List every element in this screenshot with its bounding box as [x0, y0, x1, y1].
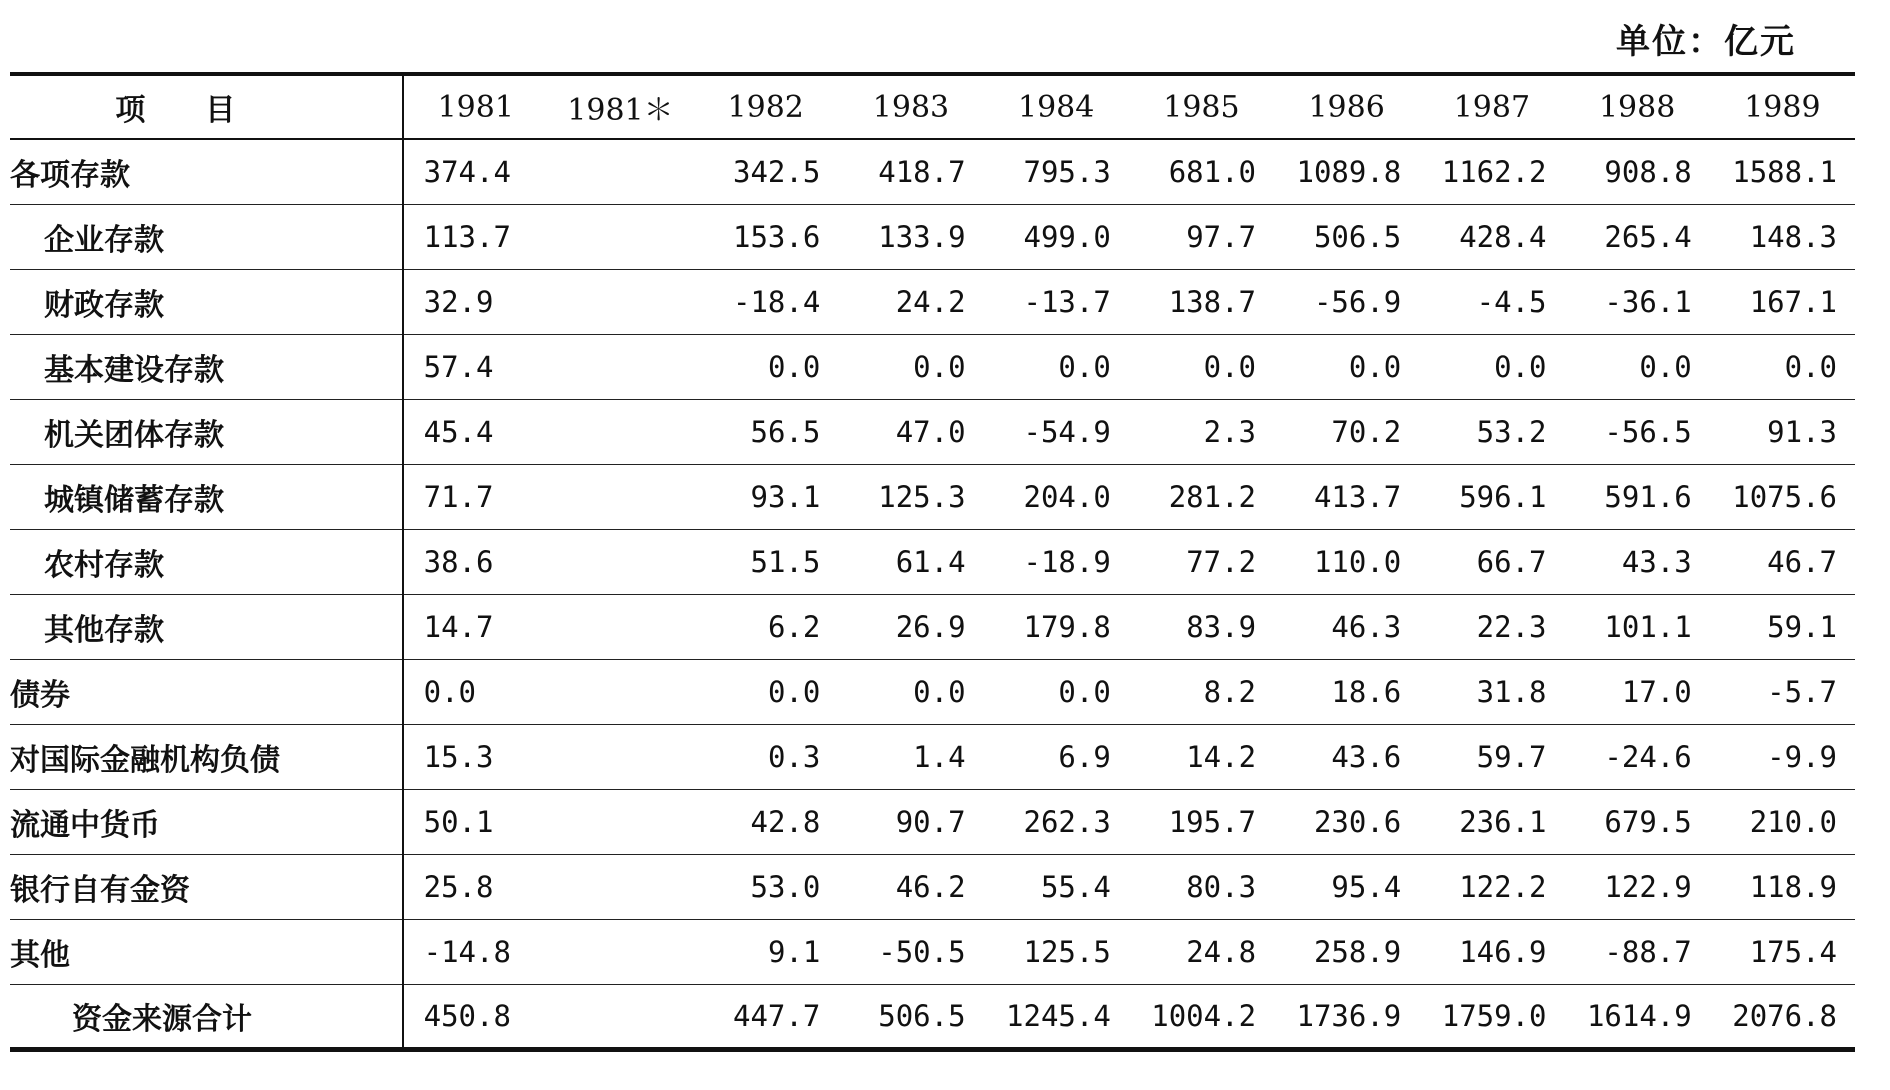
- table-row: [10, 724, 1855, 789]
- table-cell: 591.6: [1565, 464, 1710, 529]
- table-cell: 47.0: [838, 399, 983, 464]
- row-label: 农村存款: [10, 529, 403, 594]
- table-cell: 80.3: [1129, 854, 1274, 919]
- table-cell: 418.7: [838, 139, 983, 204]
- table-cell: 506.5: [1274, 204, 1419, 269]
- table-row: [10, 789, 1855, 854]
- header-year: 1982: [693, 74, 838, 139]
- table-cell: -36.1: [1565, 269, 1710, 334]
- table-cell: -56.5: [1565, 399, 1710, 464]
- table-cell: 8.2: [1129, 659, 1274, 724]
- table-cell: 0.0: [838, 334, 983, 399]
- table-cell: 2.3: [1129, 399, 1274, 464]
- row-label: 对国际金融机构负债: [10, 724, 403, 789]
- row-label: 债券: [10, 659, 403, 724]
- table-cell: 53.0: [693, 854, 838, 919]
- table-cell: 167.1: [1710, 269, 1855, 334]
- table-cell: 374.4: [403, 139, 548, 204]
- header-year: 1989: [1710, 74, 1855, 139]
- table-cell: 0.0: [984, 334, 1129, 399]
- table-cell: 0.0: [403, 659, 548, 724]
- unit-label: 单位：亿元: [1616, 22, 1796, 62]
- table-cell: 596.1: [1419, 464, 1564, 529]
- table-cell: [548, 139, 693, 204]
- header-year: 1981＊: [548, 74, 693, 139]
- table-cell: 195.7: [1129, 789, 1274, 854]
- table-cell: -54.9: [984, 399, 1129, 464]
- table-row: [10, 269, 1855, 334]
- table-cell: 1075.6: [1710, 464, 1855, 529]
- table-cell: 1.4: [838, 724, 983, 789]
- table-cell: -24.6: [1565, 724, 1710, 789]
- table-cell: 66.7: [1419, 529, 1564, 594]
- table-cell: 9.1: [693, 919, 838, 984]
- table-row: [10, 984, 1855, 1049]
- table-cell: 43.6: [1274, 724, 1419, 789]
- table-cell: -4.5: [1419, 269, 1564, 334]
- header-year: 1988: [1565, 74, 1710, 139]
- table-cell: 6.9: [984, 724, 1129, 789]
- table-cell: 179.8: [984, 594, 1129, 659]
- header-year: 1985: [1129, 74, 1274, 139]
- table-cell: 101.1: [1565, 594, 1710, 659]
- table-cell: 59.1: [1710, 594, 1855, 659]
- row-label: 资金来源合计: [10, 984, 403, 1049]
- table-cell: 18.6: [1274, 659, 1419, 724]
- table-cell: 447.7: [693, 984, 838, 1049]
- table-cell: 32.9: [403, 269, 548, 334]
- table-cell: 0.3: [693, 724, 838, 789]
- table-row: [10, 919, 1855, 984]
- table-cell: 908.8: [1565, 139, 1710, 204]
- table-cell: [548, 854, 693, 919]
- table-cell: 95.4: [1274, 854, 1419, 919]
- table-cell: 25.8: [403, 854, 548, 919]
- table-cell: 262.3: [984, 789, 1129, 854]
- table-cell: 97.7: [1129, 204, 1274, 269]
- table-cell: -56.9: [1274, 269, 1419, 334]
- table-cell: 43.3: [1565, 529, 1710, 594]
- row-label: 各项存款: [10, 139, 403, 204]
- table-cell: [548, 334, 693, 399]
- table-cell: 0.0: [838, 659, 983, 724]
- table-cell: 0.0: [1710, 334, 1855, 399]
- table-cell: 1004.2: [1129, 984, 1274, 1049]
- table-cell: 125.5: [984, 919, 1129, 984]
- table-cell: 125.3: [838, 464, 983, 529]
- table-cell: 59.7: [1419, 724, 1564, 789]
- table-cell: [548, 399, 693, 464]
- table-cell: 113.7: [403, 204, 548, 269]
- funds-source-table: [10, 72, 1855, 1052]
- table-cell: 450.8: [403, 984, 548, 1049]
- table-cell: 15.3: [403, 724, 548, 789]
- table-cell: 499.0: [984, 204, 1129, 269]
- table-cell: -14.8: [403, 919, 548, 984]
- row-label: 其他: [10, 919, 403, 984]
- table-cell: -9.9: [1710, 724, 1855, 789]
- table-cell: 0.0: [693, 334, 838, 399]
- table-cell: [548, 919, 693, 984]
- table-cell: 1089.8: [1274, 139, 1419, 204]
- row-label: 企业存款: [10, 204, 403, 269]
- table-cell: 24.2: [838, 269, 983, 334]
- table-row: [10, 399, 1855, 464]
- table-cell: 42.8: [693, 789, 838, 854]
- table-cell: 70.2: [1274, 399, 1419, 464]
- row-label: 城镇储蓄存款: [10, 464, 403, 529]
- table-cell: 281.2: [1129, 464, 1274, 529]
- header-year: 1987: [1419, 74, 1564, 139]
- table-cell: 55.4: [984, 854, 1129, 919]
- table-cell: 428.4: [1419, 204, 1564, 269]
- table-cell: 77.2: [1129, 529, 1274, 594]
- table-cell: 0.0: [984, 659, 1129, 724]
- row-label: 基本建设存款: [10, 334, 403, 399]
- table-cell: 50.1: [403, 789, 548, 854]
- table-cell: 61.4: [838, 529, 983, 594]
- table-cell: 14.7: [403, 594, 548, 659]
- row-label: 银行自有金资: [10, 854, 403, 919]
- table-row: [10, 854, 1855, 919]
- table-cell: 679.5: [1565, 789, 1710, 854]
- table-cell: 0.0: [1419, 334, 1564, 399]
- header-year: 1984: [984, 74, 1129, 139]
- table-cell: [548, 204, 693, 269]
- table-cell: 258.9: [1274, 919, 1419, 984]
- table-row: [10, 334, 1855, 399]
- table-cell: 413.7: [1274, 464, 1419, 529]
- table-cell: 1736.9: [1274, 984, 1419, 1049]
- table-cell: -5.7: [1710, 659, 1855, 724]
- table-cell: 118.9: [1710, 854, 1855, 919]
- table-cell: 0.0: [693, 659, 838, 724]
- table-cell: 51.5: [693, 529, 838, 594]
- table-cell: 110.0: [1274, 529, 1419, 594]
- table-cell: 265.4: [1565, 204, 1710, 269]
- table-cell: 26.9: [838, 594, 983, 659]
- table-cell: 153.6: [693, 204, 838, 269]
- table-cell: 38.6: [403, 529, 548, 594]
- table-row: [10, 659, 1855, 724]
- header-row: [10, 74, 1855, 139]
- header-item: 项目: [10, 74, 403, 139]
- table-cell: [548, 984, 693, 1049]
- table-cell: 138.7: [1129, 269, 1274, 334]
- table-cell: 91.3: [1710, 399, 1855, 464]
- header-year: 1986: [1274, 74, 1419, 139]
- table-cell: 1245.4: [984, 984, 1129, 1049]
- table-cell: 45.4: [403, 399, 548, 464]
- table-cell: 46.7: [1710, 529, 1855, 594]
- header-year: 1983: [838, 74, 983, 139]
- table-cell: 342.5: [693, 139, 838, 204]
- table-cell: [548, 789, 693, 854]
- table-cell: [548, 464, 693, 529]
- table-cell: 14.2: [1129, 724, 1274, 789]
- table-row: [10, 204, 1855, 269]
- table-cell: [548, 659, 693, 724]
- table-cell: 795.3: [984, 139, 1129, 204]
- table-cell: 56.5: [693, 399, 838, 464]
- table-cell: -50.5: [838, 919, 983, 984]
- table-cell: -13.7: [984, 269, 1129, 334]
- table-cell: 31.8: [1419, 659, 1564, 724]
- table-cell: 1588.1: [1710, 139, 1855, 204]
- table-cell: 175.4: [1710, 919, 1855, 984]
- table-cell: -88.7: [1565, 919, 1710, 984]
- table-row: [10, 594, 1855, 659]
- table-cell: 146.9: [1419, 919, 1564, 984]
- table-cell: [548, 269, 693, 334]
- table-cell: 0.0: [1274, 334, 1419, 399]
- table-cell: 17.0: [1565, 659, 1710, 724]
- table-cell: 148.3: [1710, 204, 1855, 269]
- table-cell: 133.9: [838, 204, 983, 269]
- table-cell: 681.0: [1129, 139, 1274, 204]
- row-label: 机关团体存款: [10, 399, 403, 464]
- header-year: 1981: [403, 74, 548, 139]
- table-cell: 83.9: [1129, 594, 1274, 659]
- row-label: 其他存款: [10, 594, 403, 659]
- table-row: [10, 139, 1855, 204]
- table-cell: [548, 529, 693, 594]
- table-cell: 57.4: [403, 334, 548, 399]
- table-cell: 46.3: [1274, 594, 1419, 659]
- table-cell: 0.0: [1129, 334, 1274, 399]
- table-cell: 93.1: [693, 464, 838, 529]
- table-cell: 46.2: [838, 854, 983, 919]
- table-cell: 122.2: [1419, 854, 1564, 919]
- table-cell: 6.2: [693, 594, 838, 659]
- table-cell: 122.9: [1565, 854, 1710, 919]
- table-cell: 0.0: [1565, 334, 1710, 399]
- table-cell: 90.7: [838, 789, 983, 854]
- table-cell: [548, 594, 693, 659]
- table-cell: 2076.8: [1710, 984, 1855, 1049]
- table-cell: 1614.9: [1565, 984, 1710, 1049]
- table-cell: 1162.2: [1419, 139, 1564, 204]
- row-label: 财政存款: [10, 269, 403, 334]
- row-label: 流通中货币: [10, 789, 403, 854]
- table-cell: -18.4: [693, 269, 838, 334]
- table-row: [10, 529, 1855, 594]
- table-cell: -18.9: [984, 529, 1129, 594]
- table-cell: 71.7: [403, 464, 548, 529]
- table-cell: 22.3: [1419, 594, 1564, 659]
- table-cell: 230.6: [1274, 789, 1419, 854]
- table-cell: 236.1: [1419, 789, 1564, 854]
- table-cell: 24.8: [1129, 919, 1274, 984]
- table-cell: 204.0: [984, 464, 1129, 529]
- table-cell: 506.5: [838, 984, 983, 1049]
- table-cell: [548, 724, 693, 789]
- table-cell: 1759.0: [1419, 984, 1564, 1049]
- table-row: [10, 464, 1855, 529]
- table-cell: 210.0: [1710, 789, 1855, 854]
- table-cell: 53.2: [1419, 399, 1564, 464]
